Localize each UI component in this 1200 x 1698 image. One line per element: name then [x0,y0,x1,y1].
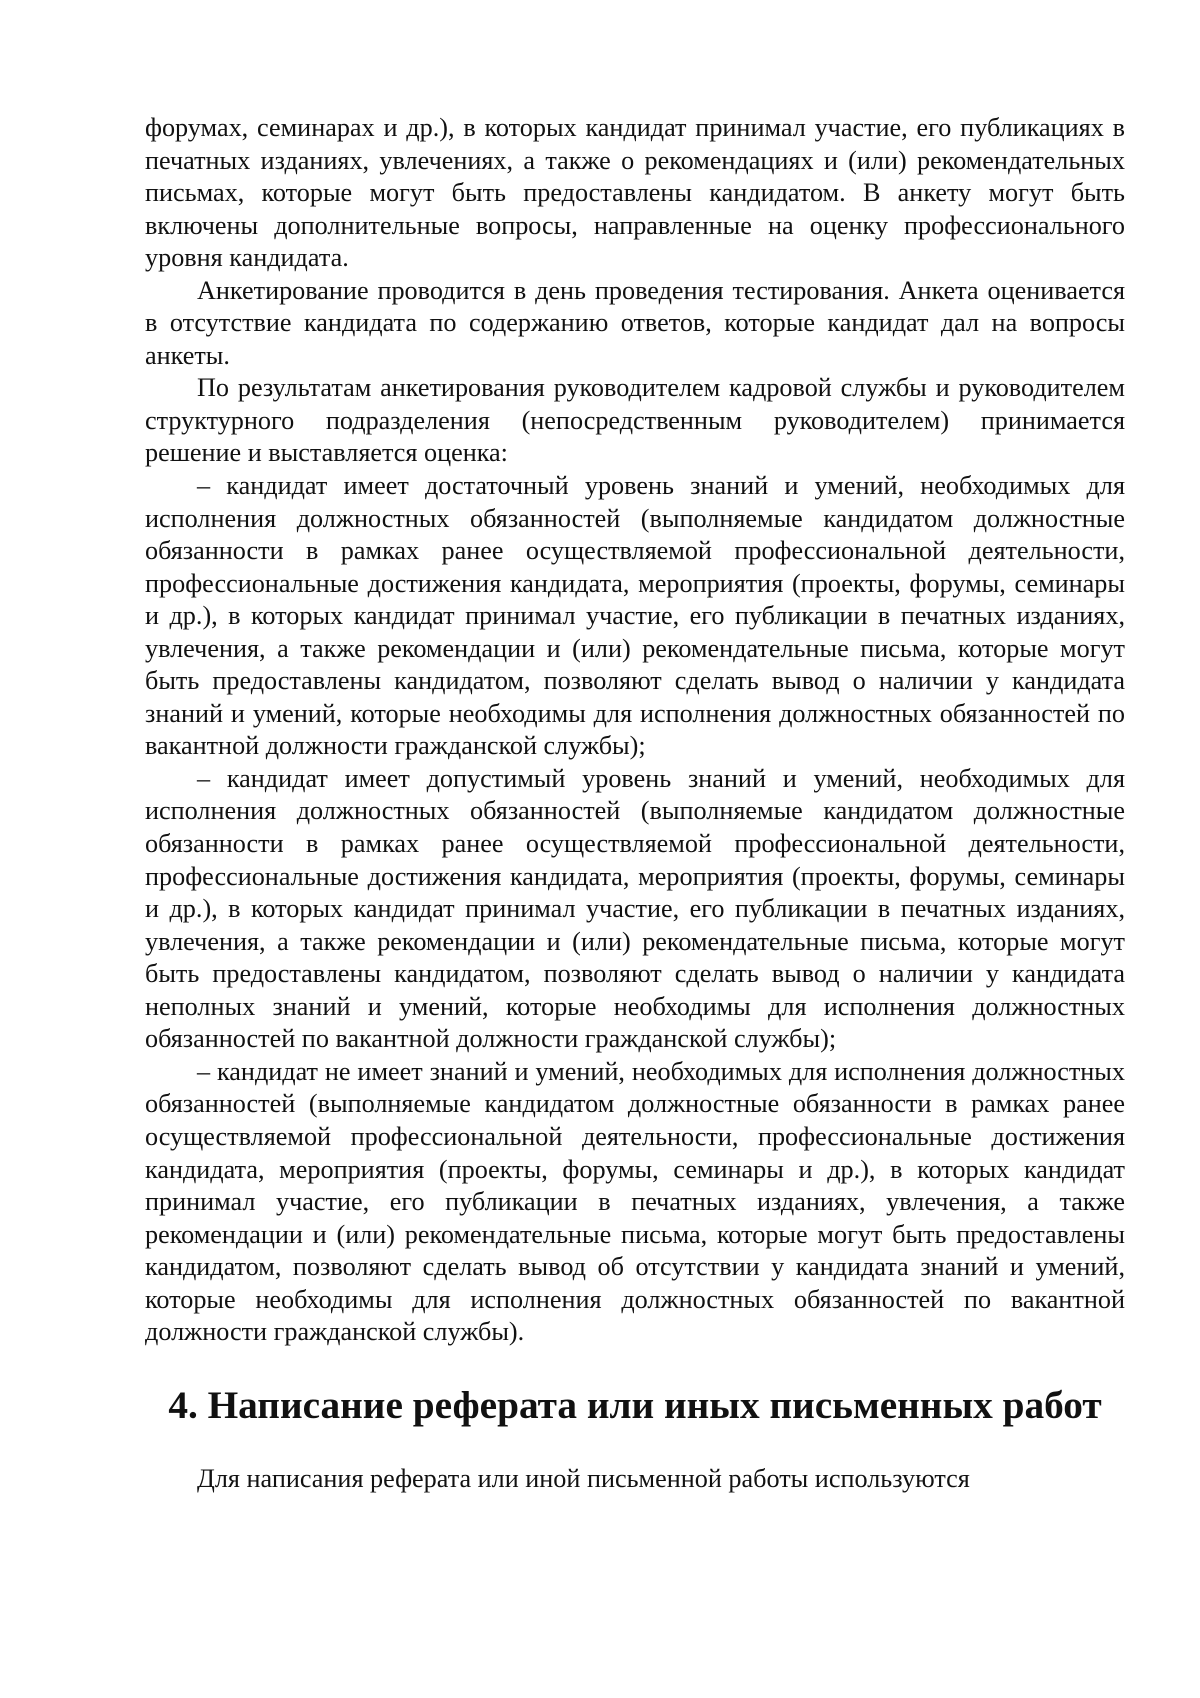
document-body [145,112,1125,1495]
list-item-acceptable-level: – кандидат имеет допустимый уровень знаний и умений, необходимых для исполнения должностных обязанностей (выполняемые кандидатом должностные обязанности в рамках ранее осуществляемой профессиональной деятельности, профессиональные достижения кандидата, мероприятия (проекты, форумы, семинары и др.), в которых кандидат принимал участие, его публикации в печатных изданиях, увлечения, а также рекомендации и (или) рекомендательные письма, которые могут быть предоставлены кандидатом, позволяют сделать вывод о наличии у кандидата неполных знаний и умений, которые необходимы для исполнения должностных обязанностей по вакантной должности гражданской службы); [145,763,1125,1054]
paragraph-essay-intro: Для написания реферата или иной письменной работы используются [197,1463,970,1493]
paragraph-continuation: форумах, семинарах и др.), в которых кандидат принимал участие, его публикациях в печатных изданиях, увлечениях, а также о рекомендациях и (или) рекомендательных письмах, которые могут быть предоставлены кандидатом. В анкету могут быть включены дополнительные вопросы, направленные на оценку профессионального уровня кандидата. [145,113,1125,273]
list-item-sufficient-level: – кандидат имеет достаточный уровень знаний и умений, необходимых для исполнения должностных обязанностей (выполняемые кандидатом должностные обязанности в рамках ранее осуществляемой профессиональной деятельности, профессиональные достижения кандидата, мероприятия (проекты, форумы, семинары и др.), в которых кандидат принимал участие, его публикации в печатных изданиях, увлечения, а также рекомендации и (или) рекомендательные письма, которые могут быть предоставлены кандидатом, позволяют сделать вывод о наличии у кандидата знаний и умений, которые необходимы для исполнения должностных обязанностей по вакантной должности гражданской службы); [145,471,1125,761]
paragraph-survey-results: По результатам анкетирования руководителем кадровой службы и руководителем структурного подразделения (непосредственным руководителем) принимается решение и выставляется оценка: [145,373,1125,468]
section-heading: 4. Написание реферата или иных письменных работ [168,1382,1102,1427]
paragraph-survey-procedure: Анкетирование проводится в день проведения тестирования. Анкета оценивается в отсутствие кандидата по содержанию ответов, которые кандидат дал на вопросы анкеты. [145,275,1125,370]
list-item-no-knowledge: – кандидат не имеет знаний и умений, необходимых для исполнения должностных обязанностей (выполняемые кандидатом должностные обязанности в рамках ранее осуществляемой профессиональной деятельности, профессиональные достижения кандидата, мероприятия (проекты, форумы, семинары и др.), в которых кандидат принимал участие, его публикации в печатных изданиях, увлечения, а также рекомендации и (или) рекомендательные письма, которые могут быть предоставлены кандидатом, позволяют сделать вывод об отсутствии у кандидата знаний и умений, которые необходимы для исполнения должностных обязанностей по вакантной должности гражданской службы). [145,1056,1125,1347]
